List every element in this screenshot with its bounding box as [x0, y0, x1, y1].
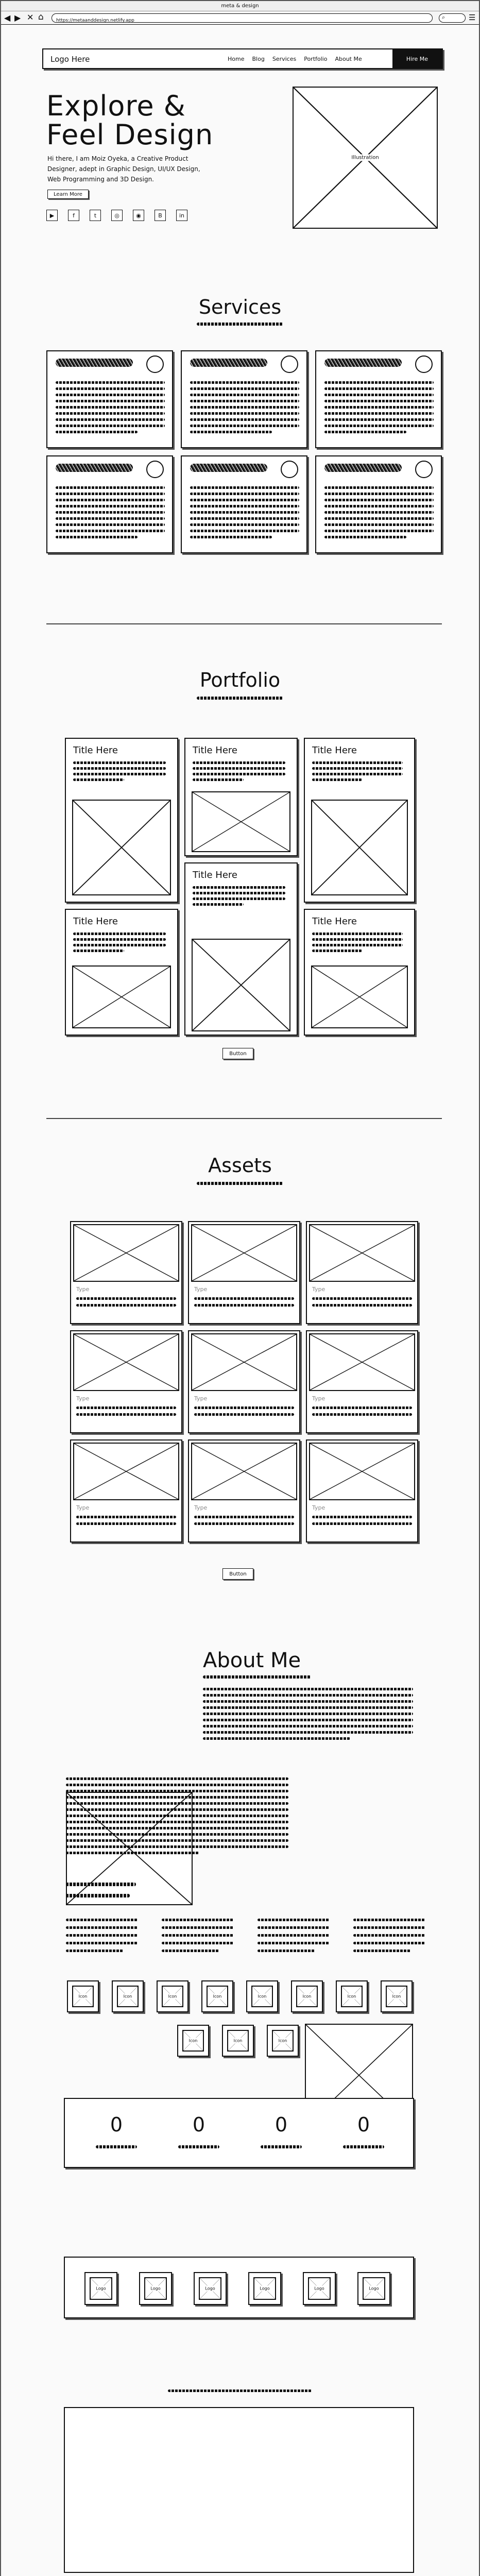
asset-card[interactable] [188, 1221, 300, 1324]
portfolio-card-image [192, 791, 290, 852]
service-icon [415, 355, 433, 373]
asset-card-text [76, 1406, 176, 1416]
placeholder-cross [193, 792, 289, 851]
stat-value: 0 [275, 2113, 288, 2136]
asset-card-text [194, 1297, 294, 1307]
about-columns [66, 1919, 416, 1955]
instagram-icon[interactable]: ◎ [111, 210, 123, 221]
service-icon [415, 461, 433, 478]
service-icon [146, 461, 164, 478]
skill-icon-tile[interactable] [381, 1980, 413, 2012]
back-icon[interactable]: ◀ [4, 13, 11, 23]
service-icon [146, 355, 164, 373]
search-box[interactable] [439, 13, 466, 23]
client-logo [308, 2277, 331, 2300]
portfolio-grid [65, 738, 415, 1037]
skill-icon [341, 1986, 363, 2007]
asset-type-label: Type [312, 1286, 325, 1293]
services-grid [46, 350, 442, 556]
asset-type-label: Type [312, 1504, 325, 1511]
youtube-icon[interactable]: ▶ [46, 210, 58, 221]
portfolio-card-title: Title Here [193, 870, 237, 880]
portfolio-card-text [73, 761, 166, 781]
client-logo [144, 2277, 167, 2300]
skill-icon-label: Icon [187, 2038, 199, 2044]
services-subtitle [197, 323, 283, 326]
asset-type-label: Type [76, 1504, 90, 1511]
skill-icon [72, 1986, 94, 2007]
asset-type-label: Type [312, 1395, 325, 1402]
close-tab-icon[interactable]: ✕ [27, 12, 34, 22]
service-card-title [190, 464, 267, 472]
skill-icon [162, 1986, 183, 2007]
address-bar[interactable] [52, 13, 433, 23]
placeholder-cross [73, 967, 170, 1027]
client-logo [253, 2277, 276, 2300]
hero-title-line1: Explore & [46, 90, 186, 122]
nav-item-about[interactable]: About Me [335, 55, 362, 62]
skill-icon-label: Icon [212, 1994, 224, 1999]
portfolio-card-title: Title Here [312, 745, 357, 756]
skill-icon-tile[interactable] [177, 2025, 209, 2057]
service-card-title [56, 464, 133, 472]
section-divider-1 [46, 623, 442, 624]
client-logo [199, 2277, 221, 2300]
placeholder-cross [310, 1334, 414, 1390]
skill-icon [386, 1986, 407, 2007]
client-logo-label: Logo [203, 2286, 216, 2292]
skill-icon [272, 2030, 294, 2052]
skill-icon-tile[interactable] [246, 1980, 278, 2012]
asset-card[interactable] [70, 1221, 182, 1324]
asset-card-text [76, 1516, 176, 1525]
skill-icon-label: Icon [122, 1994, 134, 1999]
nav-item-services[interactable]: Services [272, 55, 297, 62]
hero-desc-line2: Designer, adept in Graphic Design, UI/UX Design, [47, 165, 200, 173]
client-logo [90, 2277, 112, 2300]
portfolio-subtitle [197, 697, 283, 700]
asset-card-text [312, 1406, 412, 1416]
stat-label [343, 2145, 384, 2148]
asset-card[interactable] [306, 1221, 418, 1324]
asset-card-text [194, 1406, 294, 1416]
site-header [42, 48, 443, 69]
about-body-text [66, 1777, 288, 1854]
skill-icon-tile[interactable] [291, 1980, 323, 2012]
skill-icon [182, 2030, 204, 2052]
stat-value: 0 [357, 2113, 370, 2136]
browser-toolbar [1, 11, 479, 25]
service-card-title [56, 359, 133, 367]
service-card[interactable] [181, 350, 307, 448]
asset-card-text [194, 1516, 294, 1525]
skill-icon-tile[interactable] [222, 2025, 254, 2057]
client-logo-tile[interactable] [303, 2272, 336, 2305]
asset-card-image [191, 1443, 297, 1500]
illustration-label: Illustration [350, 155, 380, 161]
asset-card-text [312, 1297, 412, 1307]
site-logo[interactable]: Logo Here [50, 55, 90, 64]
linkedin-icon[interactable]: in [176, 210, 187, 221]
placeholder-cross [74, 1225, 178, 1281]
service-card-text [56, 486, 165, 538]
portfolio-button[interactable]: Button [222, 1048, 253, 1059]
portfolio-card-text [312, 933, 403, 952]
assets-button[interactable]: Button [222, 1568, 253, 1580]
skill-icon [117, 1986, 139, 2007]
hero-illustration [293, 87, 438, 229]
asset-card-text [76, 1297, 176, 1307]
service-card-title [190, 359, 267, 367]
hero-title-line2: Feel Design [46, 118, 214, 151]
asset-type-label: Type [194, 1286, 208, 1293]
placeholder-cross [193, 940, 289, 1030]
address-url: https://metaanddesign.netlify.app [56, 18, 134, 23]
placeholder-cross [192, 1444, 296, 1499]
client-logo-tile[interactable] [357, 2272, 390, 2305]
placeholder-cross [312, 967, 407, 1027]
asset-card[interactable] [306, 1439, 418, 1543]
search-icon: ⌕ [442, 14, 445, 21]
placeholder-cross [310, 1225, 414, 1281]
skill-icon-tile[interactable] [336, 1980, 368, 2012]
asset-card-image [309, 1224, 415, 1282]
asset-type-label: Type [76, 1286, 90, 1293]
client-logo-label: Logo [367, 2286, 380, 2292]
service-card-text [190, 486, 299, 538]
portfolio-card[interactable] [304, 738, 415, 903]
service-card[interactable] [181, 455, 307, 553]
service-card[interactable] [46, 455, 173, 553]
portfolio-card-text [193, 761, 285, 781]
portfolio-card-image [311, 965, 408, 1028]
asset-type-label: Type [194, 1395, 208, 1402]
embed-area [64, 2407, 414, 2573]
portfolio-card-title: Title Here [312, 916, 357, 927]
nav-item-home[interactable]: Home [228, 55, 245, 62]
placeholder-cross [310, 1444, 414, 1499]
stat-value: 0 [192, 2113, 205, 2136]
service-card[interactable] [315, 350, 442, 448]
assets-grid [70, 1221, 418, 1546]
client-logo-tile[interactable] [139, 2272, 172, 2305]
about-subtitle [203, 1675, 311, 1679]
client-logo [363, 2277, 385, 2300]
service-card[interactable] [315, 455, 442, 553]
stats-box [64, 2098, 414, 2168]
asset-card[interactable] [188, 1330, 300, 1433]
asset-type-label: Type [76, 1395, 90, 1402]
placeholder-cross [73, 801, 170, 894]
asset-card[interactable] [70, 1330, 182, 1433]
service-icon [281, 461, 298, 478]
section-divider-2 [46, 1118, 442, 1119]
asset-card-image [191, 1333, 297, 1391]
portfolio-card[interactable] [304, 909, 415, 1036]
about-heading-1 [66, 1883, 136, 1886]
placeholder-cross [192, 1225, 296, 1281]
skill-icon-label: Icon [232, 2038, 244, 2044]
skill-icon-tile[interactable] [157, 1980, 188, 2012]
placeholder-cross [74, 1444, 178, 1499]
placeholder-cross [74, 1334, 178, 1390]
forward-icon[interactable]: ▶ [14, 13, 21, 23]
nav-item-portfolio[interactable]: Portfolio [304, 55, 328, 62]
about-column [258, 1919, 330, 1952]
asset-card-image [73, 1443, 179, 1500]
about-column [162, 1919, 234, 1952]
portfolio-card-image [72, 800, 171, 895]
skill-icon-label: Icon [346, 1994, 358, 1999]
skill-icon-label: Icon [167, 1994, 179, 1999]
social-icons [46, 210, 187, 221]
client-logo-tile[interactable] [194, 2272, 227, 2305]
asset-card-image [309, 1443, 415, 1500]
hire-me-button[interactable]: Hire Me [392, 49, 442, 68]
service-card-title [324, 464, 402, 472]
asset-card-text [312, 1516, 412, 1525]
placeholder-cross [312, 801, 407, 894]
asset-card[interactable] [70, 1439, 182, 1543]
asset-type-label: Type [194, 1504, 208, 1511]
client-logo-tile[interactable] [84, 2272, 117, 2305]
service-card-text [324, 486, 434, 538]
asset-card-image [73, 1333, 179, 1391]
asset-card[interactable] [188, 1439, 300, 1543]
portfolio-title: Portfolio [199, 669, 281, 691]
portfolio-card-text [193, 886, 285, 906]
about-column [66, 1919, 138, 1952]
services-title: Services [198, 296, 282, 318]
client-logo-label: Logo [258, 2286, 271, 2292]
service-icon [281, 355, 298, 373]
skill-icon-tile[interactable] [201, 1980, 233, 2012]
skill-icon-tile[interactable] [112, 1980, 144, 2012]
about-heading-2 [66, 1894, 130, 1897]
portfolio-card-title: Title Here [193, 745, 237, 756]
asset-card-image [191, 1224, 297, 1282]
portfolio-card[interactable] [65, 738, 178, 903]
asset-card[interactable] [306, 1330, 418, 1433]
facebook-icon[interactable]: f [68, 210, 79, 221]
stat-label [178, 2145, 219, 2148]
portfolio-card[interactable] [184, 862, 298, 1036]
skill-icon-label: Icon [391, 1994, 403, 1999]
hero-title [46, 92, 213, 149]
client-logo-tile[interactable] [248, 2272, 281, 2305]
skill-icon-label: Icon [77, 1994, 89, 1999]
assets-subtitle [197, 1182, 283, 1185]
skill-icon-label: Icon [277, 2038, 289, 2044]
stat-value: 0 [110, 2113, 123, 2136]
service-card-text [190, 381, 299, 433]
placeholder-cross [192, 1334, 296, 1390]
about-intro-text [203, 1688, 413, 1740]
service-card-title [324, 359, 402, 367]
service-card-text [56, 381, 165, 433]
learn-more-button[interactable]: Learn More [47, 190, 89, 199]
client-logo-label: Logo [313, 2286, 325, 2292]
about-title: About Me [203, 1649, 301, 1672]
service-card[interactable] [46, 350, 173, 448]
client-logo-label: Logo [149, 2286, 162, 2292]
twitter-icon[interactable]: t [90, 210, 101, 221]
client-logo-label: Logo [94, 2286, 107, 2292]
about-column [353, 1919, 425, 1952]
portfolio-card-text [312, 761, 403, 781]
assets-title: Assets [208, 1154, 272, 1177]
portfolio-card-title: Title Here [73, 916, 118, 927]
portfolio-card-image [72, 965, 171, 1028]
nav-item-blog[interactable]: Blog [252, 55, 265, 62]
github-icon[interactable]: ◉ [133, 210, 144, 221]
menu-icon[interactable]: ☰ [469, 13, 476, 22]
portfolio-card-title: Title Here [73, 745, 118, 756]
skill-icon-tile[interactable] [67, 1980, 99, 2012]
service-card-text [324, 381, 434, 433]
stat-label [96, 2145, 137, 2148]
hero-desc-line3: Web Programming and 3D Design. [47, 176, 154, 183]
portfolio-card[interactable] [184, 738, 298, 856]
clients-box [64, 2257, 414, 2318]
skill-icon [227, 2030, 249, 2052]
portfolio-card-text [73, 933, 166, 952]
skill-icon [296, 1986, 318, 2007]
home-icon[interactable]: ⌂ [38, 12, 44, 22]
skills-grid [65, 1980, 415, 2058]
asset-card-image [309, 1333, 415, 1391]
nav-bar [228, 49, 362, 68]
hero-description [47, 154, 200, 184]
skill-icon [251, 1986, 273, 2007]
hero-desc-line1: Hi there, I am Moiz Oyeka, a Creative Product [47, 155, 188, 162]
stat-label [261, 2145, 302, 2148]
window-title: meta & design [221, 3, 259, 9]
skill-icon-label: Icon [256, 1994, 268, 1999]
skill-icon-tile[interactable] [267, 2025, 299, 2057]
skill-icon-label: Icon [301, 1994, 313, 1999]
embed-caption [168, 2389, 312, 2392]
window-title-bar [1, 1, 479, 11]
behance-icon[interactable]: B [155, 210, 166, 221]
portfolio-card-image [192, 939, 290, 1031]
asset-card-image [73, 1224, 179, 1282]
skill-icon [207, 1986, 228, 2007]
portfolio-card[interactable] [65, 909, 178, 1036]
portfolio-card-image [311, 800, 408, 895]
